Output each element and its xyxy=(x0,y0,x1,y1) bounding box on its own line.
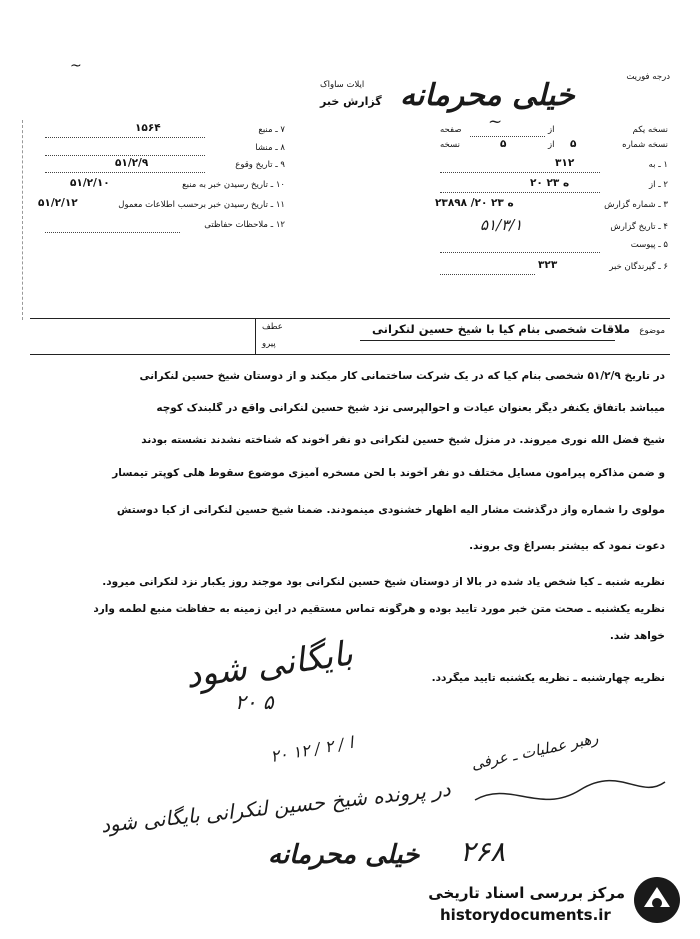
body-line: میباشد باتفاق یکنفر دیگر بعنوان عیادت و احوالپرسی نزد شیخ حسین لنکرانی واقع در گلبندک کوچه xyxy=(156,402,665,414)
from-label: ۲ ـ از xyxy=(649,180,668,190)
bottom-note-handwritten: در پرونده شیخ حسین لنکرانی بایگانی شود xyxy=(99,776,452,838)
to-label: ۱ ـ به xyxy=(648,160,668,170)
received-unit-value: ۵۱/۲/۱۲ xyxy=(38,197,78,209)
body-line: مولوی را شماره واز درگذشت مشار الیه اظهار خشنودی مینمودند. ضمنا شیخ حسین لنکرانی از کیا دوستش xyxy=(116,504,665,516)
page-label: صفحه xyxy=(440,125,462,135)
event-date-value: ۵۱/۲/۹ xyxy=(115,157,149,169)
report-number-value: ۲۳۸۹۸ /۲۰ ه ۲۳ xyxy=(435,197,514,209)
comment-line: نظریه یکشنبه ـ صحت متن خبر مورد تایید بوده و هرگونه تماس مستقیم در این زمینه به حفاظت منبع لطمه وارد xyxy=(93,603,665,615)
bottom-number-handwritten: ۲۶۸ xyxy=(460,835,506,868)
classification-stamp-header: خیلی محرمانه xyxy=(400,78,575,113)
watermark-text: مرکز بررسی اسناد تاریخی xyxy=(428,884,625,902)
subject-underline xyxy=(360,340,615,341)
classification-stamp-footer: خیلی محرمانه xyxy=(268,840,420,870)
report-date-label: ۴ ـ تاریخ گزارش xyxy=(610,222,668,232)
subject-rule-bottom xyxy=(30,354,670,355)
copies-label: نسخه xyxy=(440,140,460,150)
body-line: شیخ فضل الله نوری میروند. در منزل شیخ حسین لنکرانی دو نفر آخوند که شناخته نشدند نشسته بودند xyxy=(141,434,665,446)
to-value: ۳۱۲ xyxy=(555,157,575,169)
subject-text: ملاقات شخصی بنام کیا با شیخ حسین لنکرانی xyxy=(372,322,631,336)
subject-label: موضوع xyxy=(639,326,665,336)
form-title: گزارش خبر xyxy=(320,95,382,108)
ref-box xyxy=(255,318,257,354)
source-label: ۷ ـ منبع xyxy=(258,125,285,135)
received-source-label: ۱۰ ـ تاریخ رسیدن خبر به منبع xyxy=(182,180,285,190)
watermark-logo-icon xyxy=(632,875,682,925)
received-unit-label: ۱۱ ـ تاریخ رسیدن خبر برحسب اطلاعات معمول xyxy=(118,200,285,210)
report-number-label: ۳ ـ شماره گزارش xyxy=(604,200,668,210)
ref-label-1: عطف xyxy=(262,322,283,332)
subject-rule-top xyxy=(30,318,670,319)
body-line: و ضمن مذاکره پیرامون مسایل مختلف دو نفر آخوند با لحن مسخره آمیزی موضوع سقوط هلی کوپتر تیمسار xyxy=(112,467,665,479)
signature-1: ۲۰ ا / ۲ / ۱۲ xyxy=(268,732,355,767)
report-date-value: ۵۱/۳/۱ xyxy=(480,216,523,234)
ref-label-2: پیرو xyxy=(262,339,276,349)
comment-line: خواهد شد. xyxy=(609,630,665,642)
copy-label: نسخه یکم xyxy=(632,125,668,135)
number-note-handwritten: ۲۰ ۵ xyxy=(235,690,274,714)
margin-dashes xyxy=(22,120,24,320)
source-value: ۱۵۶۴ xyxy=(135,122,161,134)
body-line: در تاریخ ۵۱/۲/۹ شخصی بنام کیا که در یک شرکت ساختمانی کار میکند و از دوستان شیخ حسین لنکرانی xyxy=(139,370,665,382)
body-line: دعوت نمود که بیشتر بسراغ وی بروند. xyxy=(469,540,665,552)
copy-number-label: نسخه شماره xyxy=(622,140,668,150)
org-label: ایلات ساواک xyxy=(320,80,365,90)
signature-scribble xyxy=(470,770,670,820)
page-mark: ~ xyxy=(70,58,82,74)
comment-line: نظریه شنبه ـ کیا شخص یاد شده در بالا از دوستان شیخ حسین لنکرانی بود موجند روز یکبار نزد لنکرانی میرود. xyxy=(102,576,665,588)
copy-of: از xyxy=(548,125,555,135)
event-date-label: ۹ ـ تاریخ وقوع xyxy=(235,160,285,170)
signature-2: رهبر عملیات ـ عرفی xyxy=(469,728,600,774)
priority-label: درجه فوریت xyxy=(626,72,670,82)
from-value: ۲۰ ه ۲۳ xyxy=(530,177,570,189)
watermark-url: historydocuments.ir xyxy=(440,906,611,924)
comment-line: نظریه چهارشنبه ـ نظریه یکشنبه تایید میگردد. xyxy=(431,672,665,684)
copies-value: ۵ xyxy=(500,138,507,150)
copy-hand-mark: ~ xyxy=(488,112,503,132)
copy-number-of: از xyxy=(548,140,555,150)
archive-note-handwritten: بایگانی شود xyxy=(183,633,356,697)
security-notes-label: ۱۲ ـ ملاحظات حفاظتی xyxy=(204,220,285,230)
origin-label: ۸ ـ منشا xyxy=(255,143,285,153)
received-source-value: ۵۱/۲/۱۰ xyxy=(70,177,110,189)
recipients-value: ۳۲۳ xyxy=(538,259,558,271)
recipients-label: ۶ ـ گیرندگان خبر xyxy=(609,262,668,272)
copy-number-value: ۵ xyxy=(570,138,577,150)
attachment-label: ۵ ـ پیوست xyxy=(630,240,668,250)
